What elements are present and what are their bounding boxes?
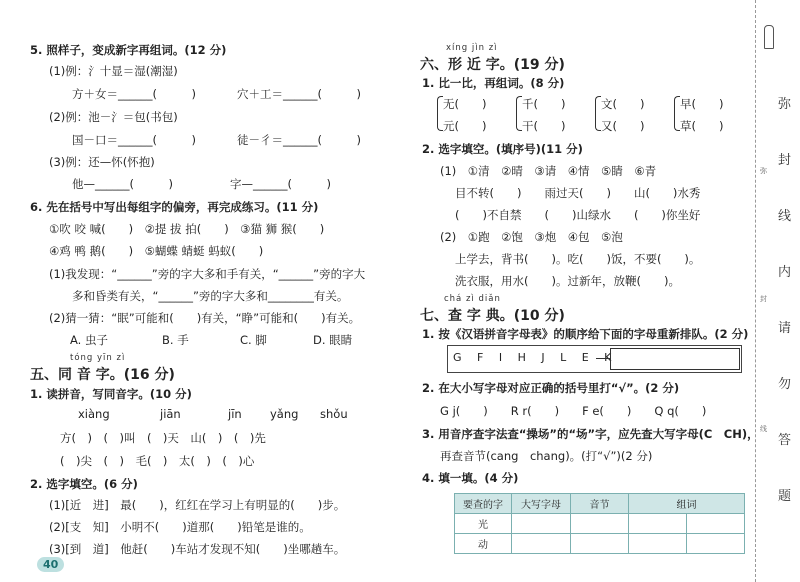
arrow-icon bbox=[596, 358, 610, 359]
table-cell[interactable] bbox=[512, 514, 571, 534]
spine-small-char: 弥 bbox=[760, 167, 767, 175]
pinyin-item: yǎng bbox=[270, 407, 299, 421]
q6-choice: C. 脚 bbox=[240, 333, 267, 347]
table-cell: 光 bbox=[455, 514, 512, 534]
table-cell[interactable] bbox=[571, 534, 629, 554]
sec6-pinyin: xíng jìn zì bbox=[446, 43, 498, 53]
fill-line: 上学去，背书( )。吃( )饭，不要( )。 bbox=[455, 252, 701, 266]
q5-title: 5. 照样子，变成新字再组词。(12 分) bbox=[30, 43, 227, 57]
sec7-q3b: 再查音节(cang chang)。(打“√”)(2 分) bbox=[440, 449, 653, 463]
answer-box[interactable] bbox=[610, 348, 740, 370]
sec6-title: 六、形 近 字。(19 分) bbox=[420, 57, 565, 73]
fill-line: (1)[近 进] 最( )，红红在学习上有明显的( )步。 bbox=[49, 498, 346, 512]
spine-char: 线 bbox=[778, 209, 792, 224]
sec7-pinyin: chá zì diǎn bbox=[444, 294, 501, 304]
letter-sequence: G F I H J L E K bbox=[453, 351, 618, 364]
sec7-q2: 2. 在大小写字母对应正确的括号里打“√”。(2 分) bbox=[422, 381, 680, 395]
sec7-q4: 4. 填一填。(4 分) bbox=[422, 471, 519, 485]
q6-title: 6. 先在括号中写出每组字的偏旁，再完成练习。(11 分) bbox=[30, 200, 319, 214]
table-header: 大写字母 bbox=[512, 494, 571, 514]
letter-sequence-box bbox=[447, 345, 742, 373]
table-cell[interactable] bbox=[629, 514, 687, 534]
spine-char: 弥 bbox=[778, 97, 792, 112]
sec6-q2: 2. 选字填空。(填序号)(11 分) bbox=[422, 142, 583, 156]
sec7-q3a: 3. 用音序查字法查“操场”的“场”字，应先查大写字母(C CH)， bbox=[422, 427, 759, 441]
table-cell: 动 bbox=[455, 534, 512, 554]
page-number: 40 bbox=[37, 557, 64, 572]
fill-line: ( )不自禁 ( )山绿水 ( )你坐好 bbox=[455, 208, 701, 222]
fill-line: 洗衣服，用水( )。过新年，放鞭( )。 bbox=[455, 274, 680, 288]
spine-small-char: 封 bbox=[760, 295, 767, 303]
q5-item: 字—______( ) bbox=[230, 177, 331, 191]
table-header: 要查的字 bbox=[455, 494, 512, 514]
q5-example-3: (3)例：还—怀(怀抱) bbox=[49, 155, 155, 169]
sec7-q1: 1. 按《汉语拼音字母表》的顺序给下面的字母重新排队。(2 分) bbox=[422, 327, 749, 341]
fill-line: (2)[支 知] 小明不( )道那( )铅笔是谁的。 bbox=[49, 520, 311, 534]
q5-item: 他—______( ) bbox=[72, 177, 173, 191]
q6-choice: B. 手 bbox=[162, 333, 189, 347]
pair-item: 干( ) bbox=[522, 119, 566, 133]
spine-char: 答 bbox=[778, 433, 792, 448]
pair-item: 无( ) bbox=[443, 97, 487, 111]
fill-line: (3)[到 道] 他赶( )车站才发现不知( )坐哪趟车。 bbox=[49, 542, 346, 556]
table-header: 音节 bbox=[571, 494, 629, 514]
table-cell[interactable] bbox=[571, 514, 629, 534]
table-row bbox=[455, 534, 745, 554]
q5-item: 徒－彳＝______( ) bbox=[237, 133, 361, 147]
q5-item: 穴＋工＝______( ) bbox=[237, 87, 361, 101]
pair-item: 千( ) bbox=[522, 97, 566, 111]
q6-part-1a: (1)我发现：“______”旁的字大多和手有关，“______”旁的字大 bbox=[49, 267, 366, 281]
pinyin-item: shǒu bbox=[320, 407, 348, 421]
homophone-row: 方( ) ( )叫 ( )天 山( ) ( )先 bbox=[60, 431, 266, 445]
q5-item: 方＋女＝______( ) bbox=[72, 87, 196, 101]
pair-item: 元( ) bbox=[443, 119, 487, 133]
pinyin-item: xiàng bbox=[78, 407, 110, 421]
sec5-pinyin: tóng yīn zì bbox=[70, 353, 126, 363]
fill-line: (2) ①跑 ②饱 ③炮 ④包 ⑤泡 bbox=[440, 230, 623, 244]
q6-choice: D. 眼睛 bbox=[313, 333, 353, 347]
spine-char: 题 bbox=[778, 489, 792, 504]
table-row bbox=[455, 514, 745, 534]
q5-example-2: (2)例：池－氵＝包(书包) bbox=[49, 110, 178, 124]
q6-choice: A. 虫子 bbox=[70, 333, 108, 347]
table-cell[interactable] bbox=[687, 534, 745, 554]
pair-item: 又( ) bbox=[601, 119, 645, 133]
homophone-row: ( )尖 ( ) 毛( ) 太( ) ( )心 bbox=[60, 454, 255, 468]
q6-row: ④鸡 鸭 鹅( ) ⑤蝴蝶 蜻蜓 蚂蚁( ) bbox=[49, 244, 264, 258]
pinyin-item: jīn bbox=[228, 407, 242, 421]
sec5-title: 五、同 音 字。(16 分) bbox=[30, 367, 175, 383]
rocket-icon bbox=[764, 25, 774, 49]
q6-part-1b: 多和昏类有关，“______”旁的字大多和________有关。 bbox=[72, 289, 349, 303]
sec6-q1: 1. 比一比，再组词。(8 分) bbox=[422, 76, 565, 90]
spine-char: 内 bbox=[778, 265, 792, 280]
letter-pairs: G j( ) R r( ) F e( ) Q q( ) bbox=[440, 404, 707, 418]
fill-line: 目不转( ) 雨过天( ) 山( )水秀 bbox=[455, 186, 701, 200]
table-cell[interactable] bbox=[512, 534, 571, 554]
sec7-title: 七、查 字 典。(10 分) bbox=[420, 308, 565, 324]
fill-line: (1) ①清 ②晴 ③请 ④情 ⑤睛 ⑥青 bbox=[440, 164, 657, 178]
spine-small-char: 线 bbox=[760, 425, 767, 433]
q5-example-1: (1)例：氵十显＝湿(潮湿) bbox=[49, 64, 178, 78]
spine-char: 请 bbox=[778, 321, 792, 336]
pinyin-item: jiān bbox=[160, 407, 181, 421]
table-cell[interactable] bbox=[687, 514, 745, 534]
lookup-table bbox=[454, 493, 745, 554]
pair-item: 文( ) bbox=[601, 97, 645, 111]
sec5-q2: 2. 选字填空。(6 分) bbox=[30, 477, 138, 491]
table-header: 组词 bbox=[629, 494, 745, 514]
sec5-q1: 1. 读拼音，写同音字。(10 分) bbox=[30, 387, 192, 401]
q5-item: 国－口＝______( ) bbox=[72, 133, 196, 147]
table-cell[interactable] bbox=[629, 534, 687, 554]
pair-item: 早( ) bbox=[680, 97, 724, 111]
spine-char: 勿 bbox=[778, 377, 792, 392]
spine-char: 封 bbox=[778, 153, 792, 168]
q6-part-2: (2)猜一猜：“眠”可能和( )有关，“睁”可能和( )有关。 bbox=[49, 311, 361, 325]
q6-row: ①吹 咬 喊( ) ②提 拔 拍( ) ③猫 狮 猴( ) bbox=[49, 222, 325, 236]
pair-item: 草( ) bbox=[680, 119, 724, 133]
